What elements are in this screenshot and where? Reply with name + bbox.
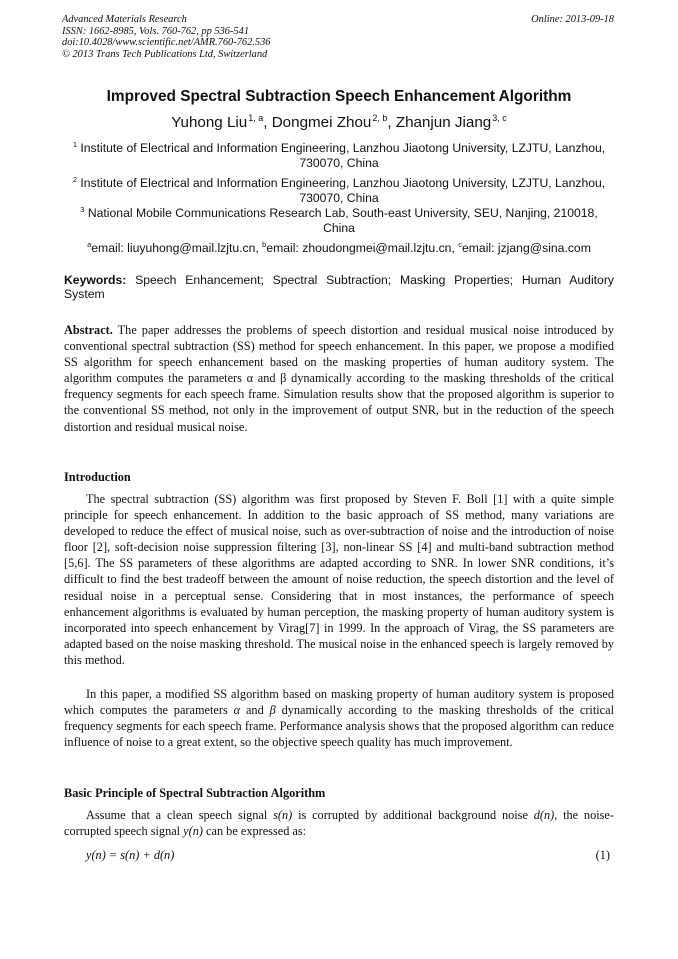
- journal-header: [62, 14, 270, 60]
- keywords-text: Speech Enhancement; Spectral Subtraction; Masking Properties; Human Auditory System: [64, 273, 614, 302]
- affiliation-2: [64, 173, 614, 205]
- keywords-label: Keywords:: [64, 273, 127, 287]
- affiliation-line: 730070, China: [299, 155, 379, 170]
- copyright-line: © 2013 Trans Tech Publications Ltd, Switzerland: [62, 48, 268, 60]
- affiliation-3: [64, 203, 614, 235]
- author-sup: 3, c: [492, 113, 507, 123]
- intro-paragraph-1: The spectral subtraction (SS) algorithm was first proposed by Steven F. Boll [1] with a quite simple principle for speech enhancement. In addition to the basic approach of SS method, many variations are developed to reduce the effect of musical noise, such as over-subtraction of noise and the introduction of noise floor [2], soft-decision noise suppression filtering [3], non-linear SS [4] and multi-band subtraction method [5,6]. The SS parameters of these algorithms are adapted according to SNR. In lower SNR conditions, it’s difficult to find the best tradeoff between the amount of noise reduction, the speech distortion and the level of residual noise in a perceptual sense. Considering that in most instances, the performance of speech enhancement algorithms is evaluated by human perception, the masking property of human auditory system is incorporated into speech enhancement by Virag[7] in 1999. In the approach of Virag, the SS parameters are adapted based on the noise masking threshold. The musical noise in the enhanced speech is largely removed by this method.: [64, 492, 614, 667]
- email-link[interactable]: email: liuyuhong@mail.lzjtu.cn,: [91, 241, 259, 255]
- alpha-symbol: α: [233, 703, 241, 718]
- math-s-n: s(n): [273, 808, 293, 822]
- online-date: Online: 2013-09-18: [531, 14, 614, 25]
- abstract: [64, 322, 614, 435]
- doi-line: doi:10.4028/www.scientific.net/AMR.760-762.536: [62, 37, 271, 49]
- paper-title: Improved Spectral Subtraction Speech Enhancement Algorithm: [106, 88, 572, 105]
- text-run: , the noise-corrupted speech signal: [64, 808, 614, 839]
- affiliation-1: [64, 138, 614, 170]
- affiliation-number: 2: [72, 175, 77, 184]
- section-heading-basic-principle: Basic Principle of Spectral Subtraction Algorithm: [64, 786, 326, 800]
- math-y-n: y(n): [183, 824, 203, 839]
- author-name: Zhanjun Jiang: [395, 114, 492, 131]
- email-sup: c: [458, 240, 462, 249]
- affiliation-number: 1: [72, 140, 77, 149]
- affiliation-line: Institute of Electrical and Information Engineering, Lanzhou Jiaotong University, LZJTU, Lanzhou,: [80, 141, 606, 155]
- abstract-label: Abstract.: [64, 323, 113, 337]
- section-heading-introduction: Introduction: [64, 470, 131, 484]
- author-separator: ,: [387, 114, 396, 131]
- keywords: [64, 273, 614, 301]
- basic-principle-paragraph: [64, 807, 614, 839]
- intro-paragraph-2: [64, 686, 614, 750]
- equation-number: (1): [595, 848, 610, 862]
- text-run: and: [240, 703, 270, 718]
- author-name: Yuhong Liu: [171, 114, 248, 131]
- abstract-text: The paper addresses the problems of speech distortion and residual musical noise introduced by conventional spectral subtraction (SS) method for speech enhancement. In this paper, we propose a modified SS algorithm for speech enhancement based on the masking properties of human auditory system. The algorithm computes the parameters α and β dynamically according to the masking thresholds of the critical frequency segments for each speech frame. Simulation results show that the proposed algorithm is superior to the conventional SS method, not only in the improvement of output SNR, but in the reduction of the speech distortion and residual musical noise.: [64, 323, 614, 434]
- equation-expression: y(n) = s(n) + d(n): [86, 848, 175, 862]
- affiliation-line: Institute of Electrical and Information Engineering, Lanzhou Jiaotong University, LZJTU, Lanzhou,: [80, 176, 606, 190]
- issn-line: ISSN: 1662-8985, Vols. 760-762, pp 536-541: [62, 25, 250, 37]
- text-run: In this paper, a modified SS algorithm based on masking property of human auditory system is proposed which computes the parameters: [64, 687, 614, 718]
- affiliation-number: 3: [80, 205, 85, 214]
- author-sup: 1, a: [248, 113, 264, 123]
- beta-symbol: β: [269, 703, 276, 718]
- email-sup: a: [87, 240, 92, 249]
- math-d-n: d(n): [533, 808, 555, 822]
- affiliation-line: National Mobile Communications Research Lab, South-east University, SEU, Nanjing, 210018,: [87, 206, 598, 220]
- author-list: [64, 109, 614, 132]
- text-run: dynamically according to the masking thresholds of the critical frequency segments for each speech frame. Performance analysis shows that the proposed algorithm can reduce influence of noise to a great extent, so the objective speech quality has much improvement.: [64, 703, 615, 750]
- author-sup: 2, b: [372, 113, 388, 123]
- text-run: is corrupted by additional background noise: [292, 808, 534, 822]
- email-sup: b: [262, 240, 267, 249]
- email-link[interactable]: email: jzjang@sina.com: [461, 241, 591, 255]
- email-link[interactable]: email: zhoudongmei@mail.lzjtu.cn,: [266, 241, 455, 255]
- author-separator: ,: [263, 114, 272, 131]
- text-run: can be expressed as:: [202, 824, 307, 839]
- affiliation-line: China: [323, 220, 355, 235]
- author-name: Dongmei Zhou: [271, 114, 372, 131]
- affiliation-line: 730070, China: [299, 190, 379, 205]
- journal-name: Advanced Materials Research: [62, 14, 187, 25]
- text-run: Assume that a clean speech signal: [86, 808, 274, 822]
- email-list: [64, 238, 614, 255]
